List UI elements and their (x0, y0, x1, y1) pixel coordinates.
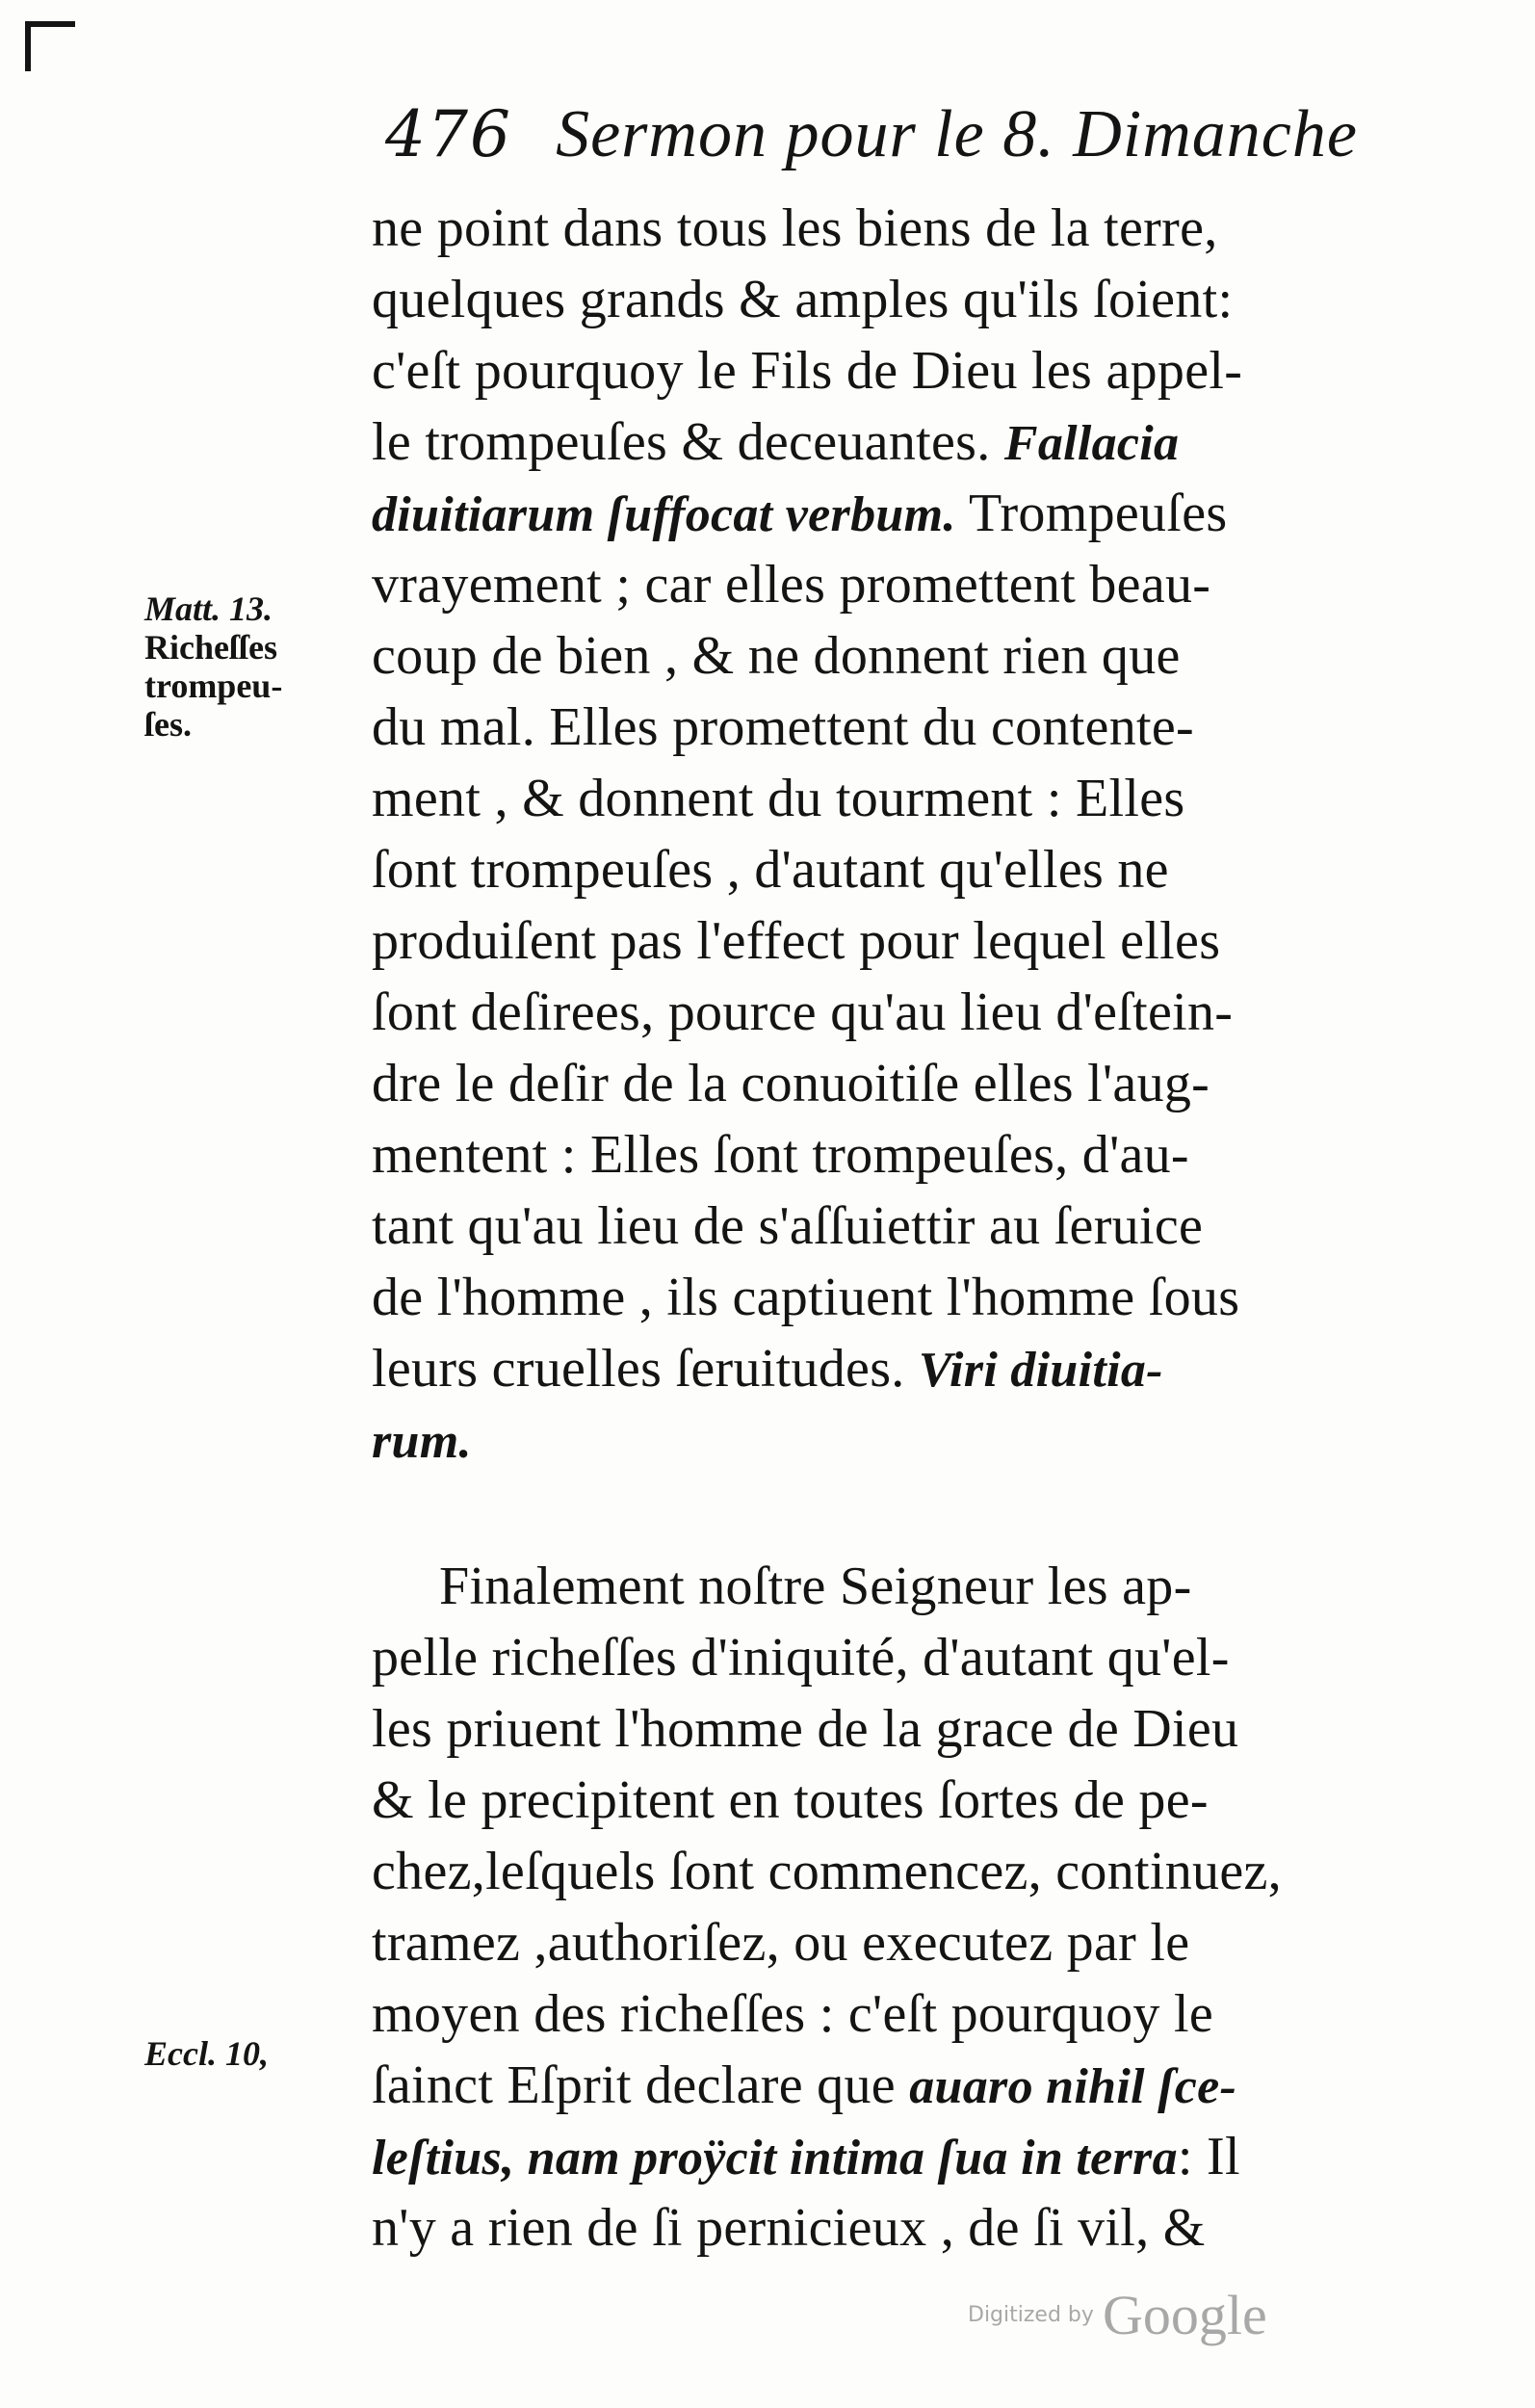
latin-quote-diuitiarum: diuitiarum ſuffocat verbum. (372, 487, 956, 542)
margin-note-line: Matt. 13. (144, 589, 273, 628)
text-line: produiſent pas l'effect pour lequel elles (372, 911, 1221, 971)
running-title: Sermon pour le 8. Dimanche (556, 97, 1358, 171)
text-line: c'eſt pourquoy le Fils de Dieu les appel- (372, 341, 1243, 401)
text-line: n'y a rien de ſi pernicieux , de ſi vil, & (372, 2198, 1206, 2258)
text-line: moyen des richeſſes : c'eſt pourquoy le (372, 1984, 1213, 2044)
text-line: du mal. Elles promettent du contente- (372, 697, 1194, 757)
margin-note-line: ſes. (144, 705, 192, 744)
body-text (372, 193, 1441, 2264)
google-logo: Google (1103, 2284, 1267, 2346)
text-line: leurs cruelles ſeruitudes. Viri diuitia- (372, 1339, 1163, 1399)
text-line: mentent : Elles ſont trompeuſes, d'au- (372, 1125, 1189, 1185)
text-line: coup de bien , & ne donnent rien que (372, 626, 1181, 686)
text-line: diuitiarum ſuffocat verbum. Trompeuſes (372, 484, 1228, 543)
text-line (372, 1404, 1441, 1476)
page-header (385, 96, 1358, 193)
paragraph-start-line: Finalement noſtre Seigneur les ap- (439, 1557, 1192, 1616)
text-line: le trompeuſes & deceuantes. Fallacia (372, 412, 1180, 472)
text-line: tant qu'au lieu de s'aſſuiettir au ſeruice (372, 1196, 1204, 1256)
latin-quote-auaro: auaro nihil ſce- (909, 2059, 1237, 2114)
text-line: ſont trompeuſes , d'autant qu'elles ne (372, 840, 1169, 900)
text-line: pelle richeſſes d'iniquité, d'autant qu'el- (372, 1628, 1230, 1688)
latin-quote-fallacia: Fallacia (1003, 416, 1180, 471)
text-line: vrayement ; car elles promettent beau- (372, 555, 1211, 615)
text-line: tramez ,authoriſez, ou executez par le (372, 1913, 1190, 1973)
text-line: dre le deſir de la conuoitiſe elles l'aug- (372, 1054, 1210, 1113)
margin-note-matthew (144, 589, 366, 744)
text-line: quelques grands & amples qu'ils ſoient: (372, 270, 1234, 329)
page-number: 476 (385, 97, 512, 171)
text-line: ment , & donnent du tourment : Elles (372, 769, 1185, 828)
text-line: les priuent l'homme de la grace de Dieu (372, 1699, 1239, 1759)
latin-quote-rum: rum. (372, 1414, 472, 1469)
latin-quote-leſtius: leſtius, nam proÿcit intima ſua in terra (372, 2131, 1178, 2186)
margin-note-ecclesiastes: Eccl. 10, (144, 2034, 269, 2073)
text-line: ſont deſirees, pource qu'au lieu d'eſtein- (372, 982, 1234, 1042)
text-line: ſainct Eſprit declare que auaro nihil ſce- (372, 2055, 1237, 2115)
text-line: leſtius, nam proÿcit intima ſua in terra: Il (372, 2127, 1240, 2186)
text-line: & le precipitent en toutes ſortes de pe- (372, 1770, 1209, 1830)
text-line: chez,leſquels ſont commencez, continuez, (372, 1842, 1282, 1901)
text-line: ne point dans tous les biens de la terre, (372, 198, 1218, 258)
margin-note-line: trompeu- (144, 667, 283, 705)
google-watermark (968, 2283, 1267, 2347)
text-line: de l'homme , ils captiuent l'homme ſous (372, 1268, 1240, 1327)
watermark-digitized-text: Digitized by (968, 2303, 1094, 2327)
corner-bracket-mark (21, 17, 79, 75)
latin-quote-viri: Viri diuitia- (918, 1343, 1163, 1398)
margin-note-line: Richeſſes (144, 628, 277, 667)
